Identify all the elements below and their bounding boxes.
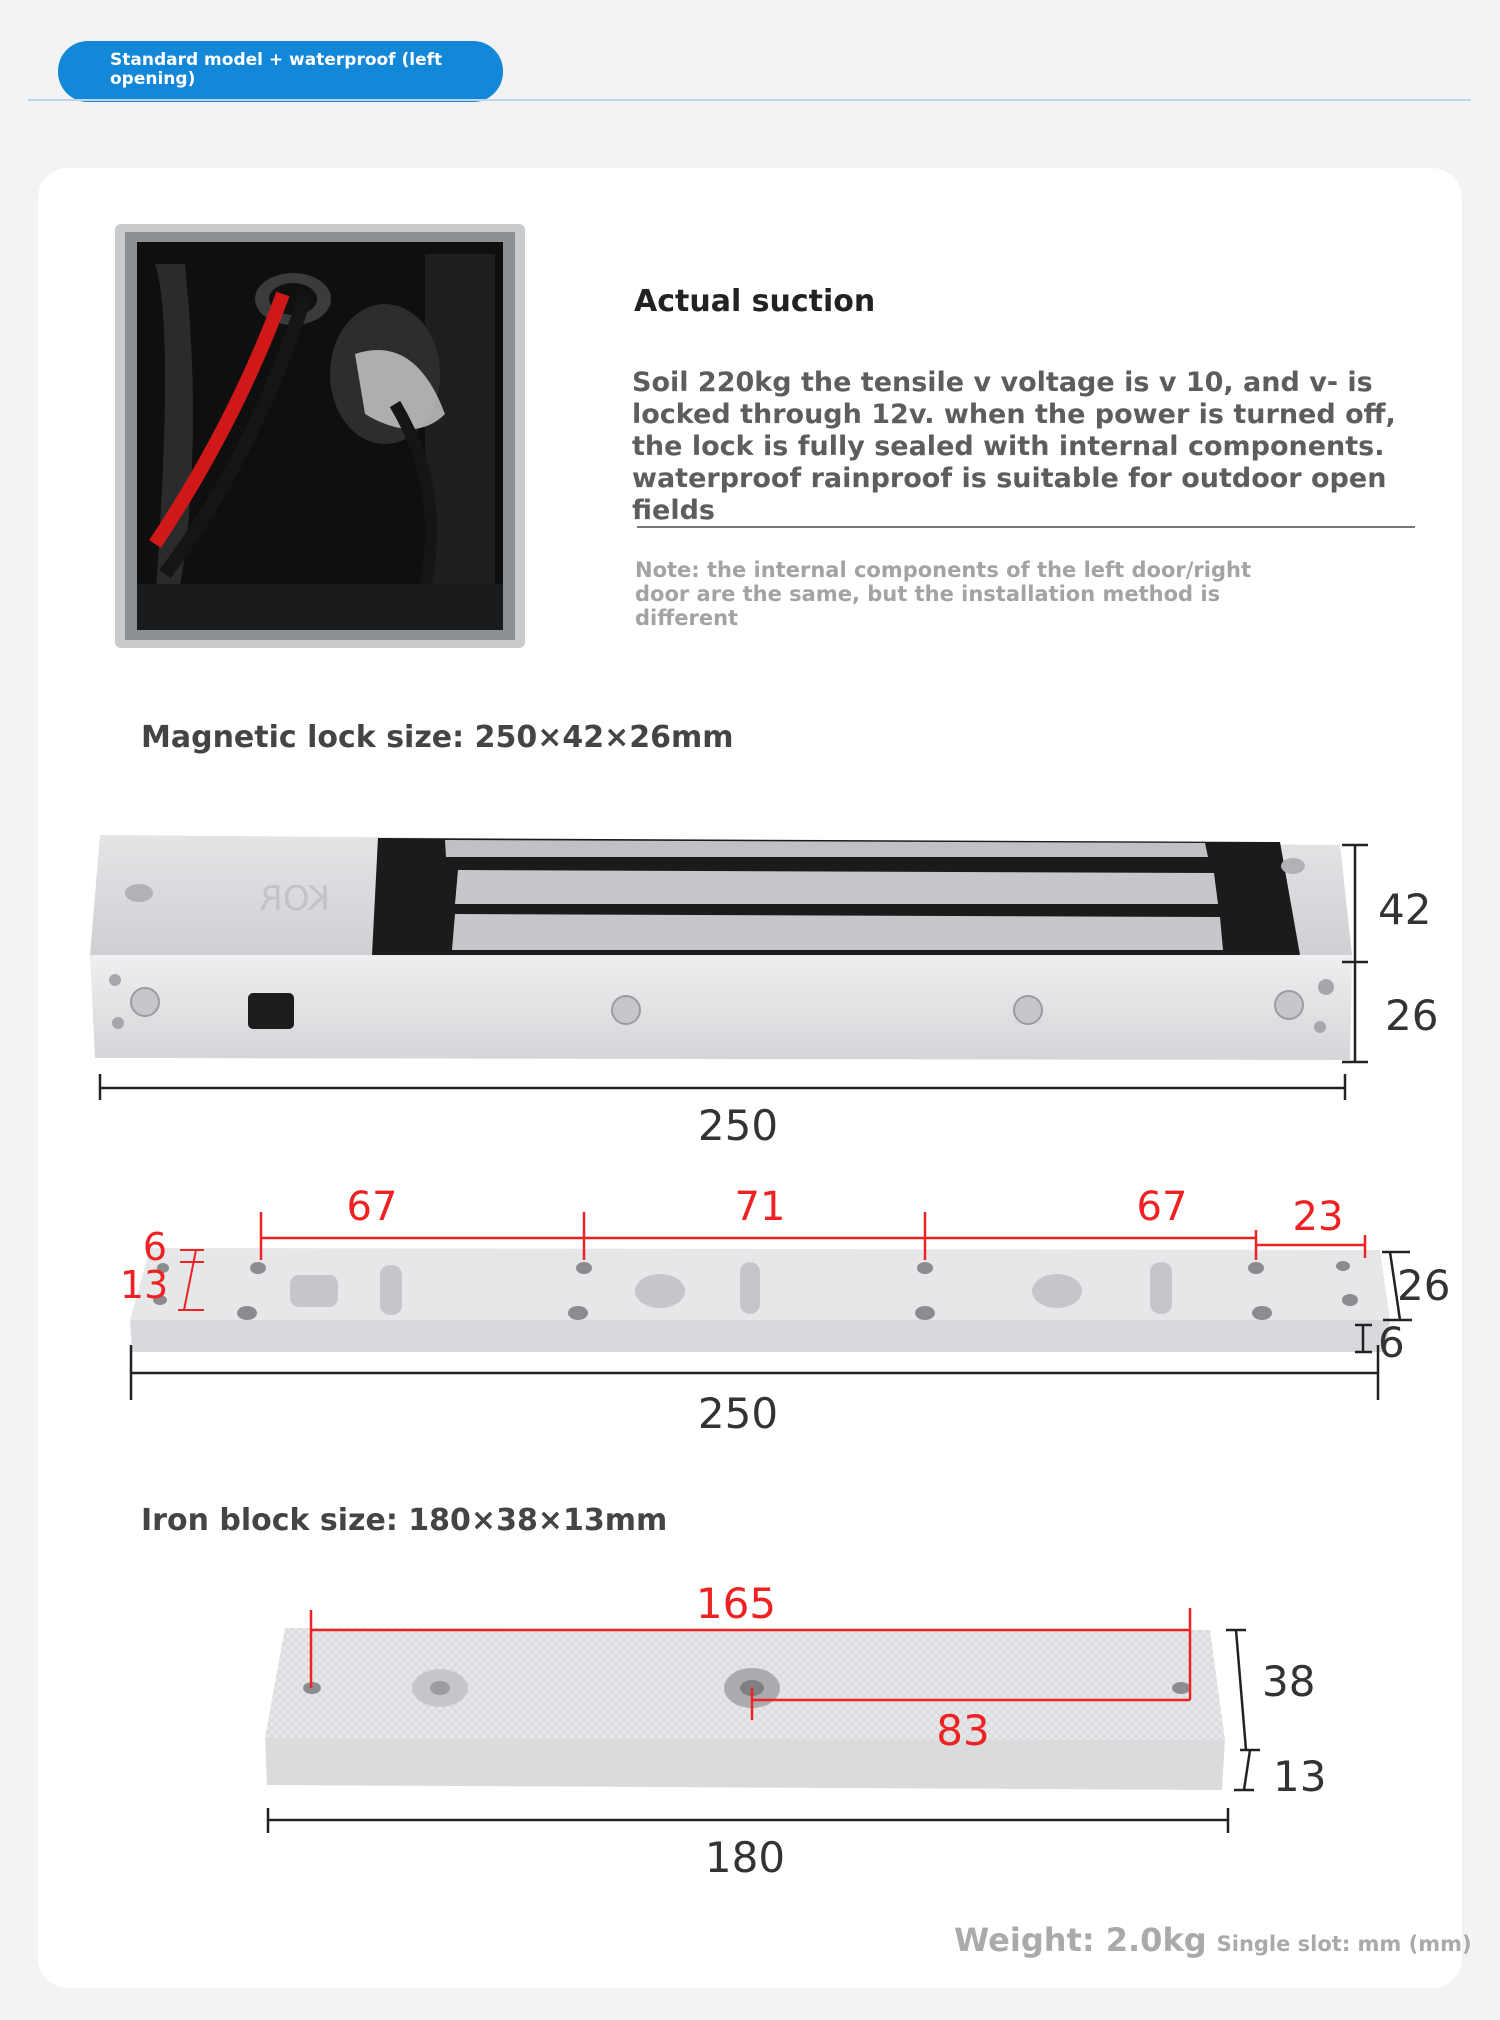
lock-length-label: 250: [697, 1101, 779, 1150]
weight-label: Weight: 2.0kg: [954, 1921, 1207, 1959]
block-length-label: 180: [704, 1833, 786, 1882]
edge-label-large: 13: [119, 1263, 169, 1307]
block-width-label: 38: [1262, 1657, 1316, 1706]
spacing-label-1: 67: [346, 1184, 398, 1230]
brand-logo: KOR: [259, 879, 330, 919]
unit-label: Single slot: mm (mm): [1216, 1932, 1472, 1956]
plate-height-label: 26: [1397, 1261, 1451, 1310]
plate-offset-label: 6: [1378, 1318, 1405, 1367]
variant-tab-label: Standard model + waterproof (left opening): [110, 50, 443, 89]
block-thickness-label: 13: [1273, 1752, 1327, 1801]
magnetic-lock-heading: Magnetic lock size: 250×42×26mm: [141, 720, 734, 755]
center-offset-label: 83: [936, 1706, 990, 1755]
spacing-label-4: 23: [1292, 1194, 1344, 1240]
edge-label-small: 6: [142, 1225, 168, 1269]
plate-length-label: 250: [697, 1389, 779, 1438]
spacing-label-2: 71: [734, 1184, 786, 1230]
hole-span-label: 165: [695, 1579, 777, 1628]
spacing-label-3: 67: [1136, 1184, 1188, 1230]
lock-depth-label: 26: [1385, 991, 1439, 1040]
iron-block-heading: Iron block size: 180×38×13mm: [141, 1503, 668, 1538]
lock-height-label: 42: [1378, 885, 1432, 934]
installation-note: Note: the internal components of the left door/right door are the same, but the installation method is different: [635, 558, 1251, 630]
suction-heading: Actual suction: [634, 284, 876, 319]
spec-footer: [954, 1921, 1472, 1959]
suction-description: Soil 220kg the tensile v voltage is v 10, and v- is locked through 12v. when the power is turned off, the lock is fully sealed with internal components. waterproof rainproof is suitable for outdoor open fields: [632, 367, 1396, 526]
block-front-face: [265, 1738, 1225, 1790]
